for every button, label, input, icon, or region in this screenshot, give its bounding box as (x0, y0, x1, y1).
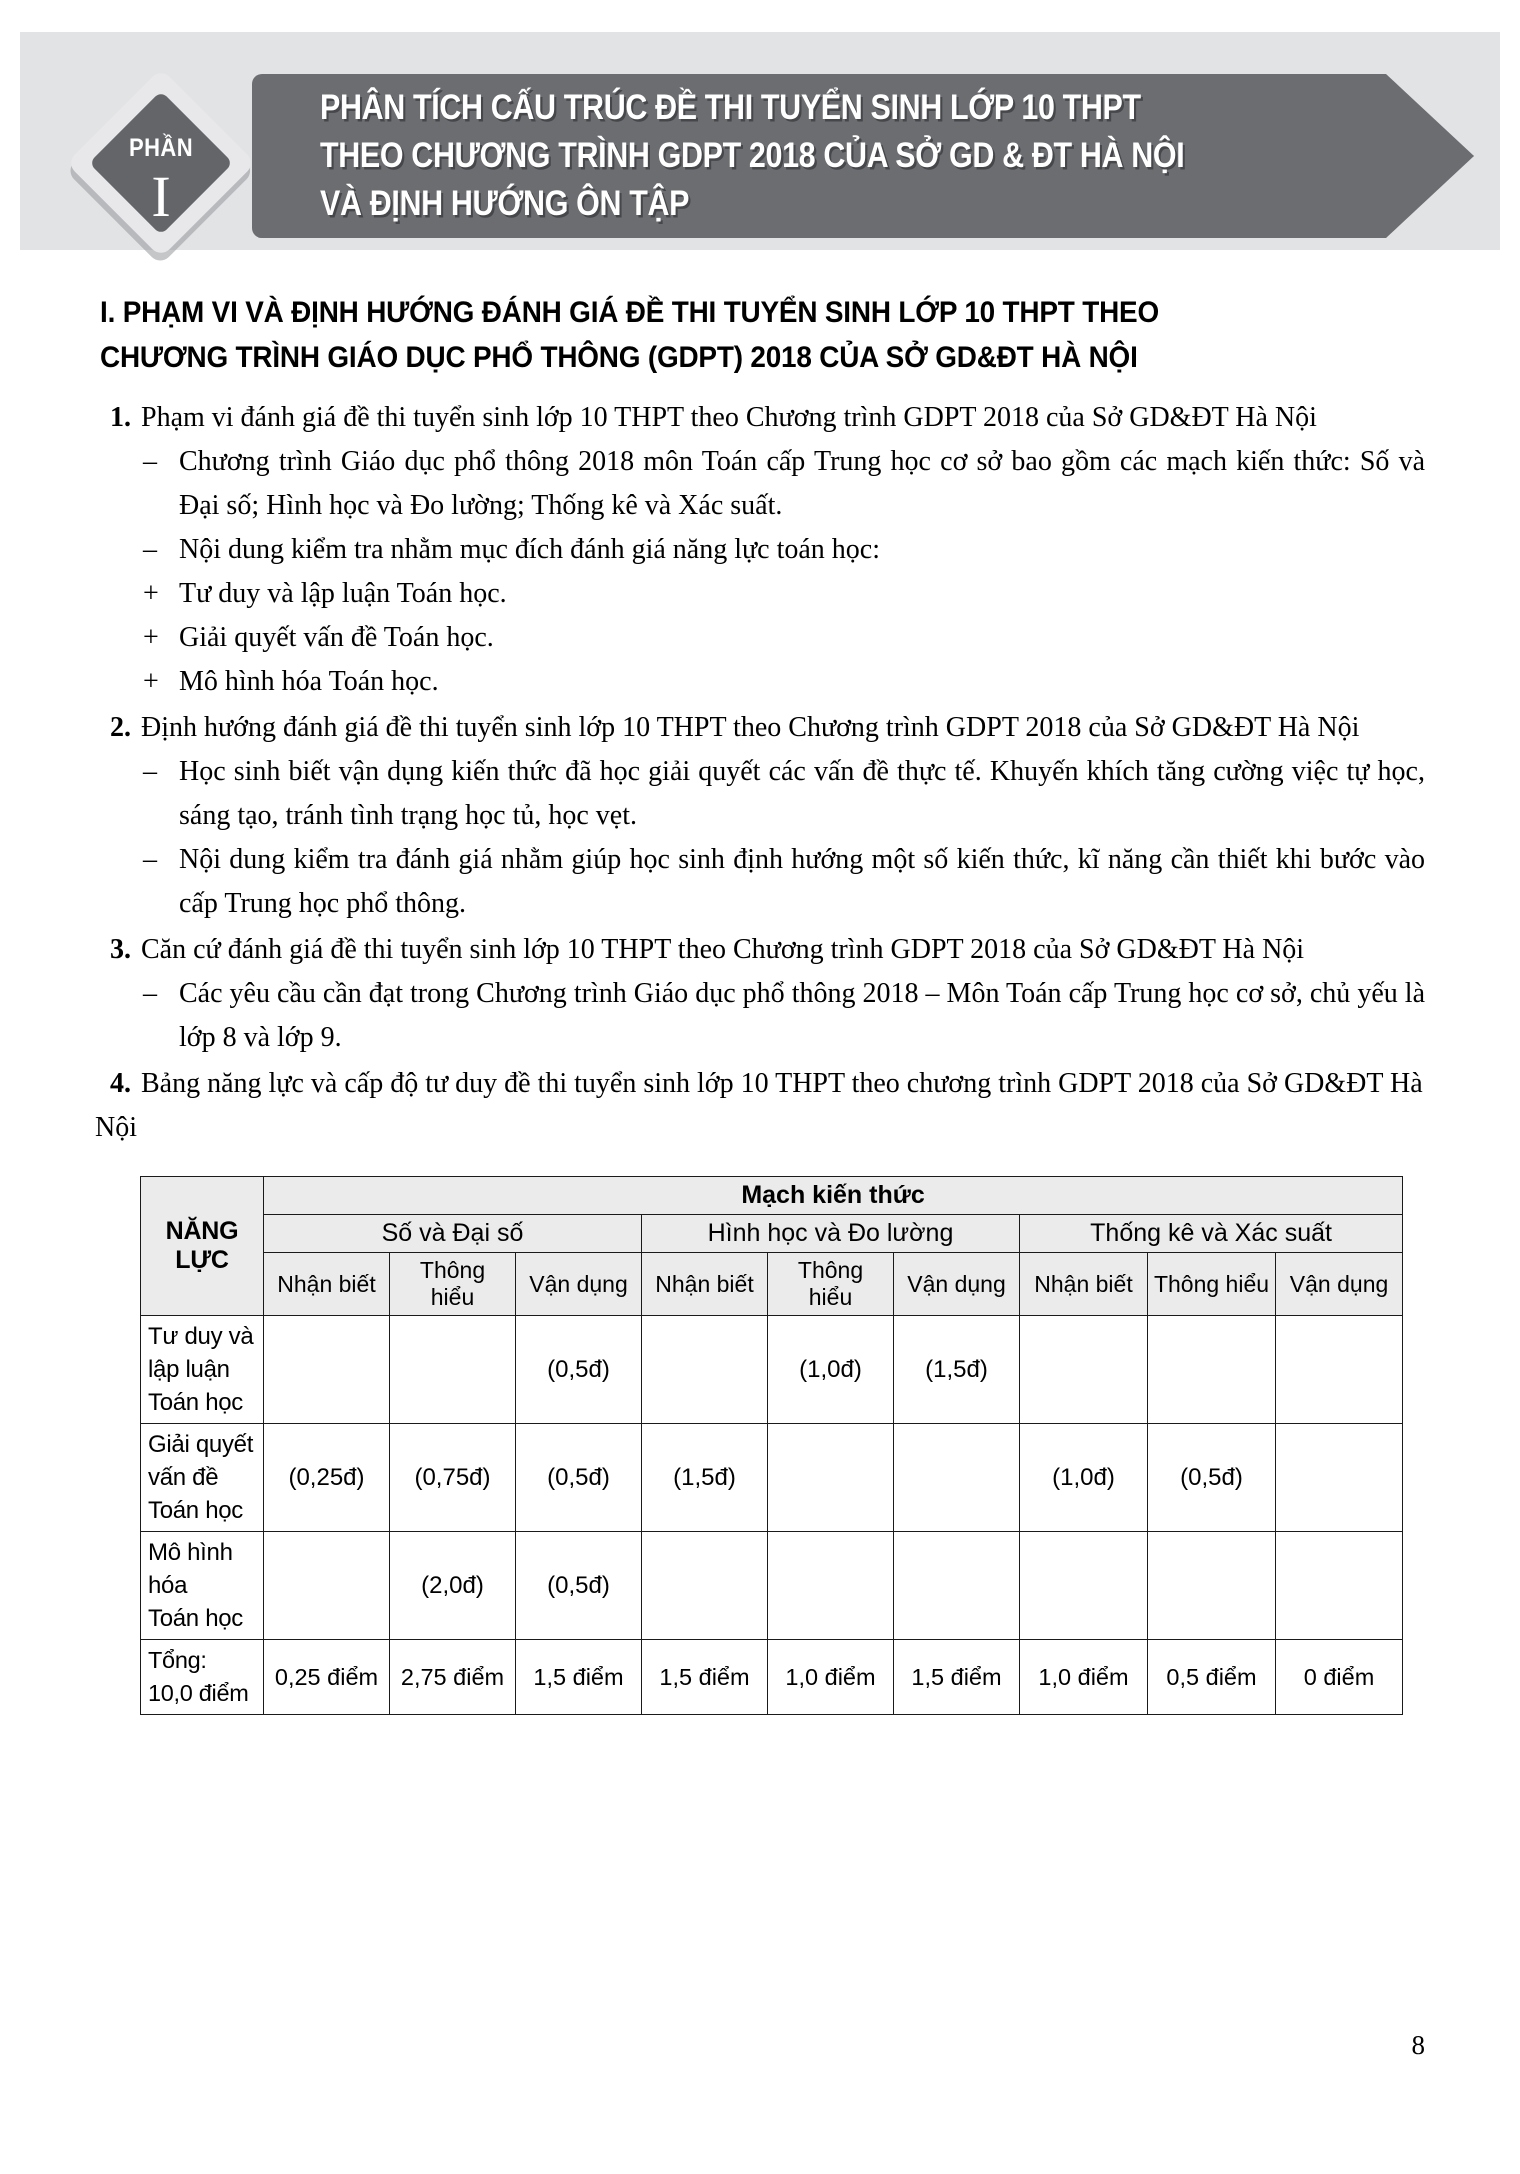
table-group-header: Mạch kiến thức (264, 1177, 1403, 1215)
banner-title-line-3: VÀ ĐỊNH HƯỚNG ÔN TẬP (320, 184, 690, 223)
main-list (95, 396, 1425, 1150)
sub-list-item (141, 972, 1425, 1060)
table-cell (768, 1532, 894, 1640)
item-text: Bảng năng lực và cấp độ tư duy đề thi tuyển sinh lớp 10 THPT theo chương trình GDPT 2018 của Sở GD&ĐT Hà Nội (95, 1068, 1423, 1143)
row-label-line: vấn đề (148, 1464, 219, 1491)
table-cell: (2,0đ) (390, 1532, 516, 1640)
table-row (141, 1532, 1403, 1640)
table-cell-total: 0,5 điểm (1148, 1640, 1276, 1715)
badge-label: PHẦN (128, 134, 194, 162)
table-row-label (141, 1316, 264, 1424)
table-level-header: Thông hiểu (390, 1253, 516, 1316)
row-label-line: Toán học (148, 1389, 244, 1416)
page-number: 8 (1411, 2030, 1425, 2060)
table-cell (894, 1424, 1020, 1532)
table-row-label (141, 1532, 264, 1640)
section-heading (100, 290, 1337, 380)
table-level-header: Vận dụng (894, 1253, 1020, 1316)
table-cell-total: 1,0 điểm (768, 1640, 894, 1715)
table-cell-total: 1,5 điểm (642, 1640, 768, 1715)
table-cell-total: 1,0 điểm (1020, 1640, 1148, 1715)
sub-text: Nội dung kiểm tra nhằm mục đích đánh giá năng lực toán học: (179, 534, 880, 565)
section-heading-line-2: CHƯƠNG TRÌNH GIÁO DỤC PHỔ THÔNG (GDPT) 2018 CỦA SỞ GD&ĐT HÀ NỘI (100, 341, 1138, 374)
list-item (95, 706, 1425, 926)
table-strand-header-3: Thống kê và Xác suất (1020, 1215, 1403, 1253)
banner-title-line-2: THEO CHƯƠNG TRÌNH GDPT 2018 CỦA SỞ GD & ĐT HÀ NỘI (320, 136, 1185, 175)
table-row-total (141, 1640, 1403, 1715)
table-row-label-total (141, 1640, 264, 1715)
table-cell-total: 0 điểm (1276, 1640, 1403, 1715)
table-cell-total: 0,25 điểm (264, 1640, 390, 1715)
table-row (141, 1316, 1403, 1424)
row-label-line: 10,0 điểm (148, 1680, 249, 1706)
table-cell (1020, 1532, 1148, 1640)
table-cell (264, 1532, 390, 1640)
item-text: Định hướng đánh giá đề thi tuyển sinh lớp 10 THPT theo Chương trình GDPT 2018 của Sở GD&ĐT Hà Nội (141, 712, 1360, 743)
sub-marker: – (143, 534, 157, 565)
table-cell (642, 1532, 768, 1640)
table-row (141, 1424, 1403, 1532)
sub-marker: + (143, 622, 159, 653)
sub-list-item (141, 750, 1425, 838)
table-cell (768, 1424, 894, 1532)
sub-marker: – (143, 844, 157, 875)
sub-text: Các yêu cầu cần đạt trong Chương trình Giáo dục phổ thông 2018 – Môn Toán cấp Trung học cơ sở, chủ yếu là lớp 8 và lớp 9. (179, 978, 1425, 1053)
list-item (95, 1062, 1425, 1150)
sub-text: Học sinh biết vận dụng kiến thức đã học giải quyết các vấn đề thực tế. Khuyến khích tăng cường việc tự học, sáng tạo, tránh tình trạng học tủ, học vẹt. (179, 756, 1425, 831)
table-header-row-levels (141, 1253, 1403, 1316)
sub-list-item (141, 440, 1425, 528)
item-text: Phạm vi đánh giá đề thi tuyển sinh lớp 10 THPT theo Chương trình GDPT 2018 của Sở GD&ĐT Hà Nội (141, 402, 1317, 433)
row-label-line: lập luận (148, 1356, 230, 1383)
sub-marker: + (143, 578, 159, 609)
table-level-header: Thông hiểu (1148, 1253, 1276, 1316)
sub-marker: + (143, 666, 159, 697)
table-cell: (1,0đ) (768, 1316, 894, 1424)
item-number: 4. (110, 1068, 131, 1099)
table-cell (642, 1316, 768, 1424)
table-cell (1276, 1532, 1403, 1640)
row-label-line: Toán học (148, 1605, 244, 1632)
sub-text: Mô hình hóa Toán học. (179, 666, 439, 697)
sub-text: Giải quyết vấn đề Toán học. (179, 622, 494, 653)
banner-title-line-1: PHÂN TÍCH CẤU TRÚC ĐỀ THI TUYỂN SINH LỚP 10 THPT (320, 88, 1141, 127)
row-label-line: Mô hình hóa (148, 1539, 233, 1599)
table-level-header: Nhận biết (1020, 1253, 1148, 1316)
badge-number: I (151, 164, 171, 229)
table-level-header: Nhận biết (642, 1253, 768, 1316)
table-corner-header: NĂNG LỰC (141, 1177, 264, 1316)
table-level-header: Thông hiểu (768, 1253, 894, 1316)
table-cell: (0,5đ) (516, 1316, 642, 1424)
sub-list-item (141, 838, 1425, 926)
sub-list (141, 750, 1425, 926)
table-strand-header-2: Hình học và Đo lường (642, 1215, 1020, 1253)
table-cell: (0,5đ) (516, 1424, 642, 1532)
sub-text: Nội dung kiểm tra đánh giá nhằm giúp học sinh định hướng một số kiến thức, kĩ năng cần thiết khi bước vào cấp Trung học phổ thông. (179, 844, 1425, 919)
table-cell: (1,0đ) (1020, 1424, 1148, 1532)
list-item (95, 396, 1425, 704)
table-cell: (0,5đ) (516, 1532, 642, 1640)
row-label-line: Tư duy và (148, 1323, 254, 1350)
table-header-row-group (141, 1177, 1403, 1215)
sub-marker: – (143, 756, 157, 787)
table-cell: (1,5đ) (894, 1316, 1020, 1424)
table-cell-total: 1,5 điểm (894, 1640, 1020, 1715)
page-content (0, 290, 1520, 1715)
item-number: 3. (110, 934, 131, 965)
sub-marker: – (143, 978, 157, 1009)
table-cell: (0,5đ) (1148, 1424, 1276, 1532)
sub-list (141, 440, 1425, 704)
table-row-label (141, 1424, 264, 1532)
sub-list-item (141, 616, 1425, 660)
banner-title (320, 84, 1190, 228)
sub-list-item (141, 572, 1425, 616)
table-level-header: Vận dụng (1276, 1253, 1403, 1316)
item-number: 2. (110, 712, 131, 743)
table-cell (390, 1316, 516, 1424)
table-cell (1276, 1424, 1403, 1532)
competency-table-wrap (140, 1176, 1402, 1715)
table-cell (264, 1316, 390, 1424)
sub-marker: – (143, 446, 157, 477)
table-cell (1148, 1316, 1276, 1424)
table-cell-total: 2,75 điểm (390, 1640, 516, 1715)
sub-text: Tư duy và lập luận Toán học. (179, 578, 507, 609)
sub-list (141, 972, 1425, 1060)
item-number: 1. (110, 402, 131, 433)
item-text: Căn cứ đánh giá đề thi tuyển sinh lớp 10 THPT theo Chương trình GDPT 2018 của Sở GD&ĐT Hà Nội (141, 934, 1305, 965)
list-item (95, 928, 1425, 1060)
sub-list-item (141, 660, 1425, 704)
table-cell: (1,5đ) (642, 1424, 768, 1532)
part-badge (80, 82, 270, 272)
table-cell (1020, 1316, 1148, 1424)
table-strand-header-1: Số và Đại số (264, 1215, 642, 1253)
table-cell: (0,25đ) (264, 1424, 390, 1532)
part-header-band (20, 32, 1500, 250)
row-label-line: Giải quyết (148, 1431, 254, 1458)
table-cell: (0,75đ) (390, 1424, 516, 1532)
row-label-line: Toán học (148, 1497, 244, 1524)
table-cell (1276, 1316, 1403, 1424)
section-heading-line-1: I. PHẠM VI VÀ ĐỊNH HƯỚNG ĐÁNH GIÁ ĐỀ THI TUYỂN SINH LỚP 10 THPT THEO (100, 296, 1159, 329)
table-level-header: Nhận biết (264, 1253, 390, 1316)
table-header-row-strands (141, 1215, 1403, 1253)
sub-text: Chương trình Giáo dục phổ thông 2018 môn Toán cấp Trung học cơ sở bao gồm các mạch kiến thức: Số và Đại số; Hình học và Đo lường; Thống kê và Xác suất. (179, 446, 1425, 521)
table-level-header: Vận dụng (516, 1253, 642, 1316)
competency-table (140, 1176, 1403, 1715)
table-cell-total: 1,5 điểm (516, 1640, 642, 1715)
table-cell (1148, 1532, 1276, 1640)
row-label-line: Tổng: (148, 1647, 207, 1673)
table-cell (894, 1532, 1020, 1640)
sub-list-item (141, 528, 1425, 572)
